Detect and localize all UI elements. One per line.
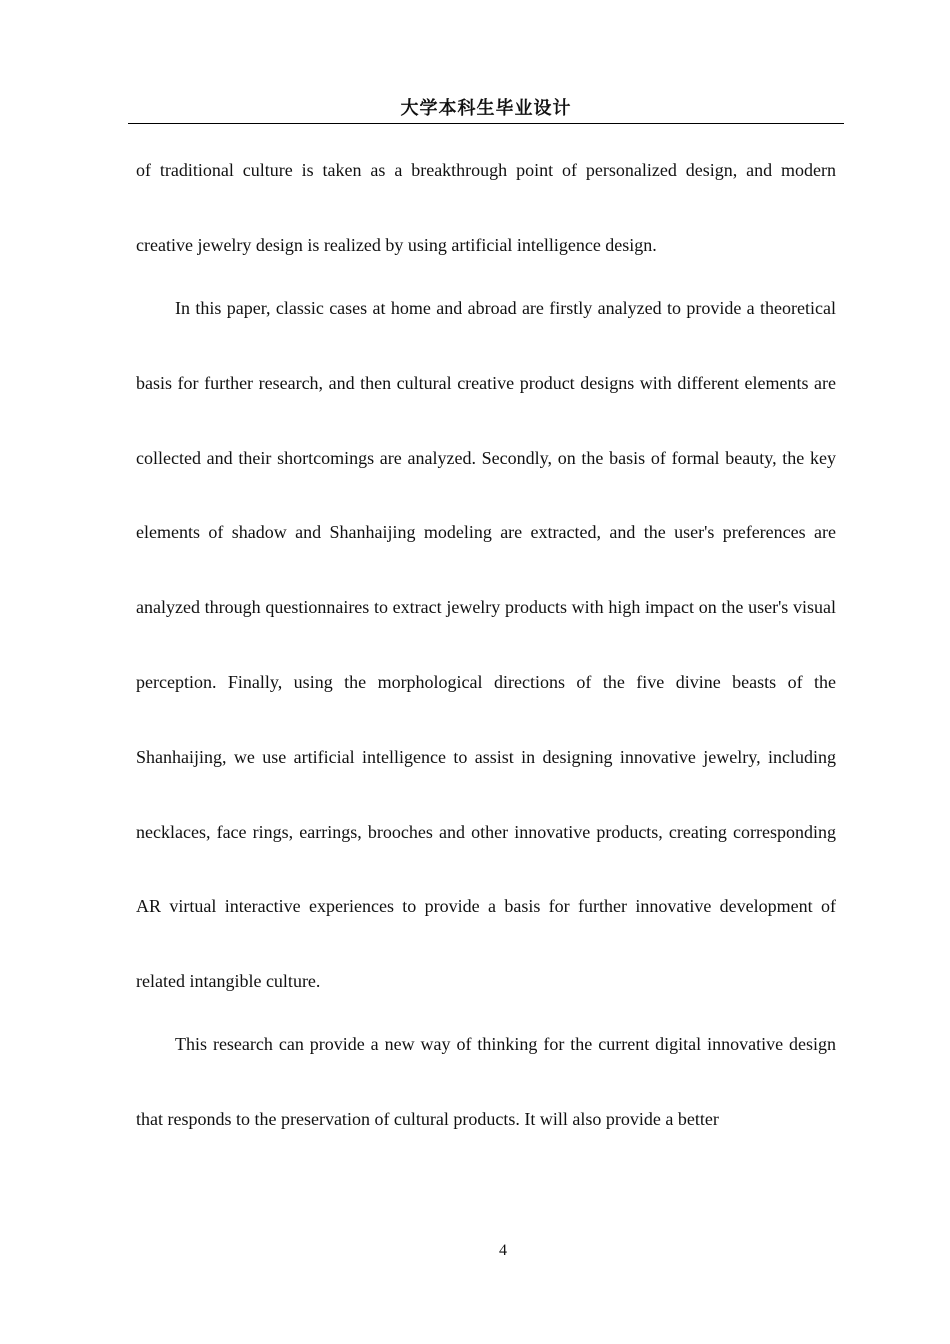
header-rule <box>128 123 844 124</box>
body-text <box>136 133 836 1145</box>
page-number: 4 <box>499 1242 507 1259</box>
page-header-title: 大学本科生毕业设计 <box>400 98 572 119</box>
paragraph-continuation: of traditional culture is taken as a breakthrough point of personalized design, and modern creative jewelry design is realized by using artificial intelligence design. <box>136 160 836 255</box>
paragraph-significance: This research can provide a new way of thinking for the current digital innovative design that responds to the preservation of cultural products. It will also provide a better <box>136 1034 836 1130</box>
paragraph-methods: In this paper, classic cases at home and abroad are firstly analyzed to provide a theoretical basis for further research, and then cultural creative product designs with different elements are collected and their shortcomings are analyzed. Secondly, on the basis of formal beauty, the key elements of shadow and Shanhaijing modeling are extracted, and the user's preferences are analyzed through questionnaires to extract jewelry products with high impact on the user's visual perception. Finally, using the morphological directions of the five divine beasts of the Shanhaijing, we use artificial intelligence to assist in designing innovative jewelry, including necklaces, face rings, earrings, brooches and other innovative products, creating corresponding AR virtual interactive experiences to provide a basis for further innovative development of related intangible culture. <box>136 298 836 992</box>
